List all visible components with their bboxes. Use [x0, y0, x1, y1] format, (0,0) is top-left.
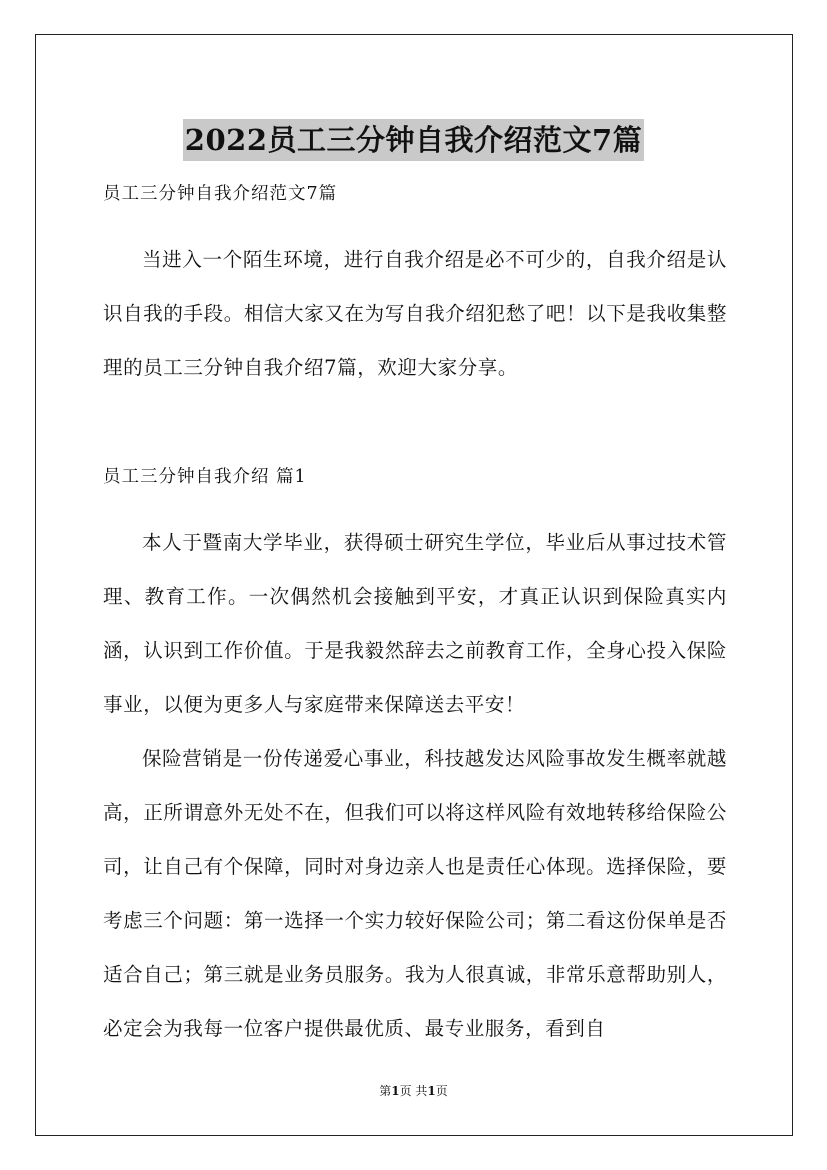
footer-page-suffix: 页	[435, 1084, 448, 1098]
footer-current-page: 1	[391, 1084, 400, 1098]
page-footer	[0, 1082, 827, 1100]
document-subtitle: 员工三分钟自我介绍范文7篇	[103, 184, 338, 204]
section-body	[103, 516, 727, 1056]
title-container	[0, 100, 827, 181]
intro-section	[103, 233, 727, 395]
document-title: 2022员工三分钟自我介绍范文7篇	[183, 119, 644, 161]
document-body	[103, 175, 727, 1056]
intro-paragraph: 当进入一个陌生环境，进行自我介绍是必不可少的，自我介绍是认识自我的手段。相信大家又在为写自我介绍犯愁了吧！以下是我收集整理的员工三分钟自我介绍7篇，欢迎大家分享。	[103, 248, 727, 379]
footer-page-mid: 页 共	[399, 1084, 428, 1098]
section-paragraph-2: 保险营销是一份传递爱心事业，科技越发达风险事故发生概率就越高，正所谓意外无处不在，但我们可以将这样风险有效地转移给保险公司，让自己有个保障，同时对身边亲人也是责任心体现。选择保险，要考虑三个问题：第一选择一个实力较好保险公司；第二看这份保单是否适合自己；第三就是业务员服务。我为人很真诚，非常乐意帮助别人，必定会为我每一位客户提供最优质、最专业服务，看到自	[103, 747, 727, 1040]
footer-total-pages: 1	[427, 1084, 436, 1098]
section-heading: 员工三分钟自我介绍 篇1	[103, 467, 307, 487]
footer-page-prefix: 第	[379, 1084, 392, 1098]
section-paragraph-1: 本人于暨南大学毕业，获得硕士研究生学位，毕业后从事过技术管理、教育工作。一次偶然机会接触到平安，才真正认识到保险真实内涵，认识到工作价值。于是我毅然辞去之前教育工作，全身心投入保险事业，以便为更多人与家庭带来保障送去平安！	[103, 531, 727, 716]
